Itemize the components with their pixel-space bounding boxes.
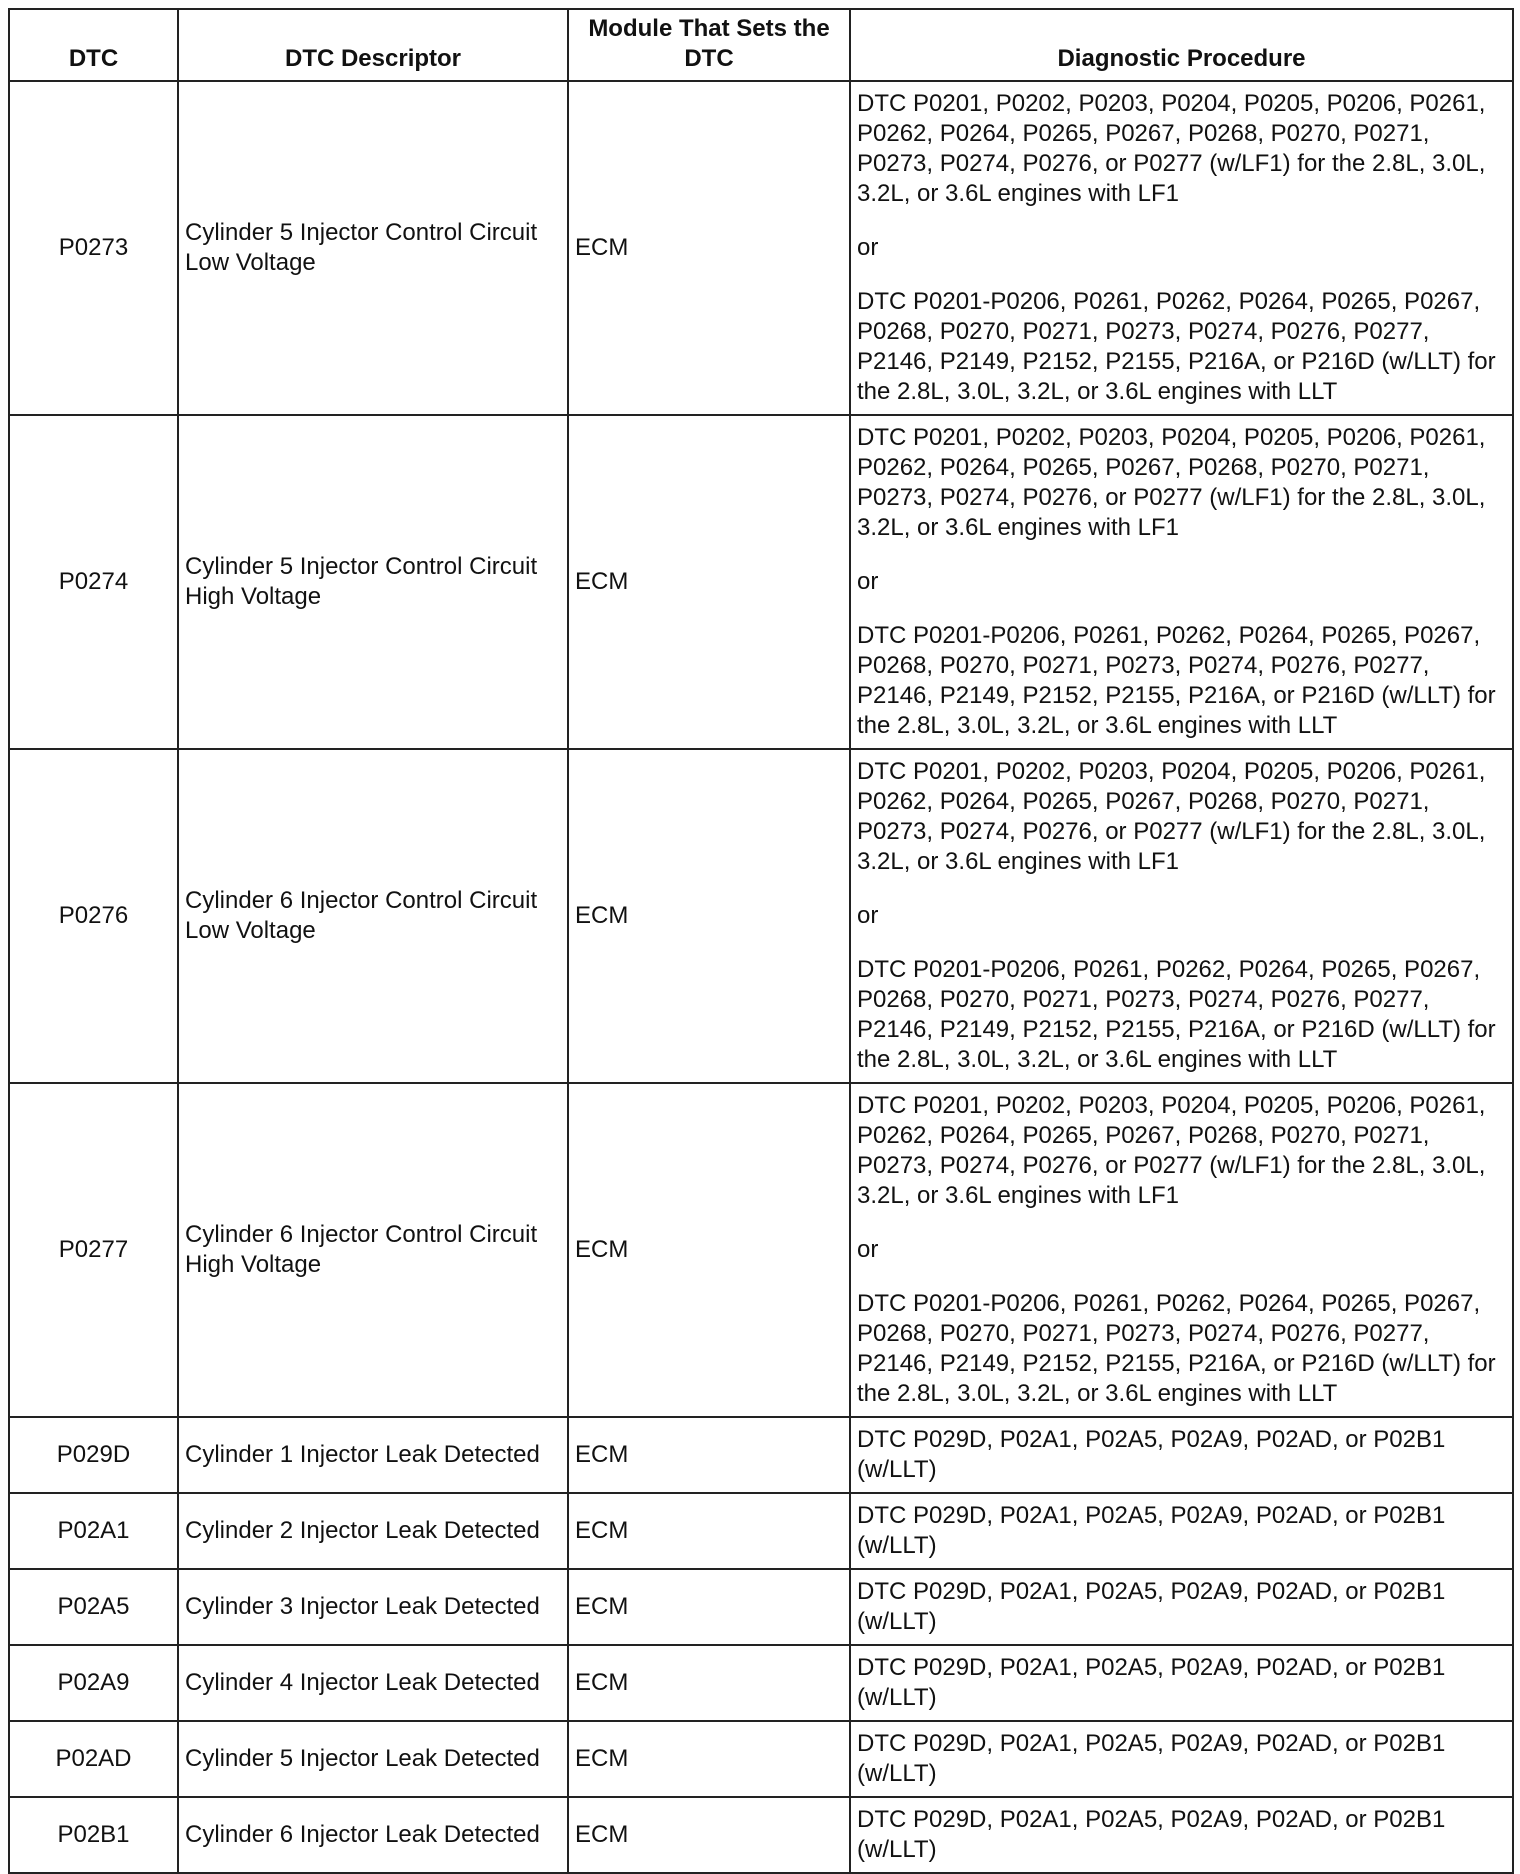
procedure-link-lf1[interactable]: DTC P0201, P0202, P0203, P0204, P0205, P0206, P0261, P0262, P0264, P0265, P0267, P0268, P0270, P0271, P0273, P0274, P0276, or P0277 (w/LF1) for the 2.8L, 3.0L, 3.2L, or 3.6L engines with LF1	[857, 758, 1486, 875]
diagnostic-procedure-link[interactable]: DTC P029D, P02A1, P02A5, P02A9, P02AD, or P02B1 (w/LLT)	[850, 1645, 1513, 1721]
table-row	[9, 1645, 1513, 1721]
dtc-descriptor: Cylinder 4 Injector Leak Detected	[178, 1645, 568, 1721]
dtc-descriptor: Cylinder 2 Injector Leak Detected	[178, 1493, 568, 1569]
diagnostic-procedure	[850, 1083, 1513, 1417]
procedure-or: or	[857, 234, 879, 261]
module-name: ECM	[568, 1721, 850, 1797]
module-name: ECM	[568, 1645, 850, 1721]
diagnostic-procedure	[850, 749, 1513, 1083]
header-descriptor: DTC Descriptor	[178, 9, 568, 81]
diagnostic-procedure	[850, 81, 1513, 415]
dtc-code: P02A9	[9, 1645, 178, 1721]
module-name: ECM	[568, 1493, 850, 1569]
procedure-link-lf1[interactable]: DTC P0201, P0202, P0203, P0204, P0205, P0206, P0261, P0262, P0264, P0265, P0267, P0268, P0270, P0271, P0273, P0274, P0276, or P0277 (w/LF1) for the 2.8L, 3.0L, 3.2L, or 3.6L engines with LF1	[857, 1092, 1486, 1209]
dtc-descriptor: Cylinder 5 Injector Control Circuit High Voltage	[178, 415, 568, 749]
diagnostic-procedure-link[interactable]: DTC P029D, P02A1, P02A5, P02A9, P02AD, or P02B1 (w/LLT)	[850, 1493, 1513, 1569]
module-name: ECM	[568, 1569, 850, 1645]
table-row	[9, 1721, 1513, 1797]
diagnostic-procedure	[850, 415, 1513, 749]
diagnostic-procedure-link[interactable]: DTC P029D, P02A1, P02A5, P02A9, P02AD, or P02B1 (w/LLT)	[850, 1417, 1513, 1493]
module-name: ECM	[568, 81, 850, 415]
header-dtc: DTC	[9, 9, 178, 81]
dtc-table-container	[8, 8, 1512, 1874]
header-module: Module That Sets the DTC	[568, 9, 850, 81]
table-header-row	[9, 9, 1513, 81]
procedure-or: or	[857, 568, 879, 595]
dtc-code: P0273	[9, 81, 178, 415]
dtc-descriptor: Cylinder 1 Injector Leak Detected	[178, 1417, 568, 1493]
module-name: ECM	[568, 1797, 850, 1873]
module-name: ECM	[568, 1417, 850, 1493]
procedure-or: or	[857, 902, 879, 929]
dtc-descriptor: Cylinder 5 Injector Control Circuit Low Voltage	[178, 81, 568, 415]
table-row	[9, 415, 1513, 749]
module-name: ECM	[568, 1083, 850, 1417]
dtc-code: P0277	[9, 1083, 178, 1417]
table-row	[9, 1493, 1513, 1569]
table-row	[9, 1569, 1513, 1645]
diagnostic-procedure-link[interactable]: DTC P029D, P02A1, P02A5, P02A9, P02AD, or P02B1 (w/LLT)	[850, 1721, 1513, 1797]
dtc-descriptor: Cylinder 6 Injector Control Circuit High Voltage	[178, 1083, 568, 1417]
dtc-code: P02A5	[9, 1569, 178, 1645]
diagnostic-procedure-link[interactable]: DTC P029D, P02A1, P02A5, P02A9, P02AD, or P02B1 (w/LLT)	[850, 1569, 1513, 1645]
procedure-link-llt[interactable]: DTC P0201-P0206, P0261, P0262, P0264, P0265, P0267, P0268, P0270, P0271, P0273, P0274, P0276, P0277, P2146, P2149, P2152, P2155, P216A, or P216D (w/LLT) for the 2.8L, 3.0L, 3.2L, or 3.6L engines with LLT	[857, 956, 1496, 1073]
module-name: ECM	[568, 749, 850, 1083]
procedure-link-lf1[interactable]: DTC P0201, P0202, P0203, P0204, P0205, P0206, P0261, P0262, P0264, P0265, P0267, P0268, P0270, P0271, P0273, P0274, P0276, or P0277 (w/LF1) for the 2.8L, 3.0L, 3.2L, or 3.6L engines with LF1	[857, 90, 1486, 207]
dtc-table	[8, 8, 1514, 1874]
procedure-link-llt[interactable]: DTC P0201-P0206, P0261, P0262, P0264, P0265, P0267, P0268, P0270, P0271, P0273, P0274, P0276, P0277, P2146, P2149, P2152, P2155, P216A, or P216D (w/LLT) for the 2.8L, 3.0L, 3.2L, or 3.6L engines with LLT	[857, 622, 1496, 739]
module-name: ECM	[568, 415, 850, 749]
dtc-descriptor: Cylinder 5 Injector Leak Detected	[178, 1721, 568, 1797]
dtc-descriptor: Cylinder 6 Injector Control Circuit Low Voltage	[178, 749, 568, 1083]
procedure-link-lf1[interactable]: DTC P0201, P0202, P0203, P0204, P0205, P0206, P0261, P0262, P0264, P0265, P0267, P0268, P0270, P0271, P0273, P0274, P0276, or P0277 (w/LF1) for the 2.8L, 3.0L, 3.2L, or 3.6L engines with LF1	[857, 424, 1486, 541]
table-row	[9, 1797, 1513, 1873]
table-row	[9, 749, 1513, 1083]
procedure-link-llt[interactable]: DTC P0201-P0206, P0261, P0262, P0264, P0265, P0267, P0268, P0270, P0271, P0273, P0274, P0276, P0277, P2146, P2149, P2152, P2155, P216A, or P216D (w/LLT) for the 2.8L, 3.0L, 3.2L, or 3.6L engines with LLT	[857, 288, 1496, 405]
dtc-code: P02A1	[9, 1493, 178, 1569]
dtc-descriptor: Cylinder 3 Injector Leak Detected	[178, 1569, 568, 1645]
diagnostic-procedure-link[interactable]: DTC P029D, P02A1, P02A5, P02A9, P02AD, or P02B1 (w/LLT)	[850, 1797, 1513, 1873]
dtc-code: P02AD	[9, 1721, 178, 1797]
dtc-code: P0274	[9, 415, 178, 749]
procedure-link-llt[interactable]: DTC P0201-P0206, P0261, P0262, P0264, P0265, P0267, P0268, P0270, P0271, P0273, P0274, P0276, P0277, P2146, P2149, P2152, P2155, P216A, or P216D (w/LLT) for the 2.8L, 3.0L, 3.2L, or 3.6L engines with LLT	[857, 1290, 1496, 1407]
dtc-code: P02B1	[9, 1797, 178, 1873]
dtc-code: P029D	[9, 1417, 178, 1493]
procedure-or: or	[857, 1236, 879, 1263]
table-row	[9, 1417, 1513, 1493]
table-row	[9, 1083, 1513, 1417]
table-row	[9, 81, 1513, 415]
dtc-descriptor: Cylinder 6 Injector Leak Detected	[178, 1797, 568, 1873]
header-procedure: Diagnostic Procedure	[850, 9, 1513, 81]
dtc-code: P0276	[9, 749, 178, 1083]
